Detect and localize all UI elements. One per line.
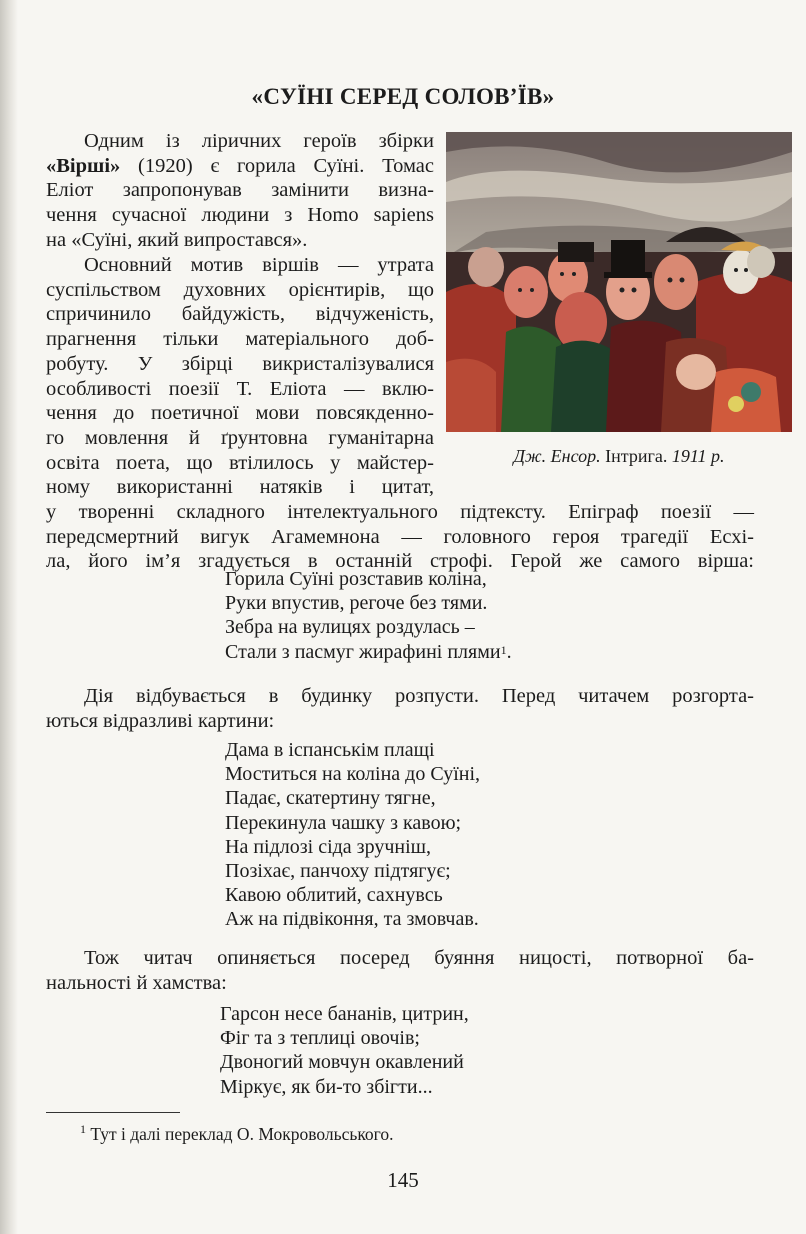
verse-line: Міркує, як би-то збігти... — [220, 1075, 433, 1098]
verse-line: На підлозі сіда зручніш, — [225, 835, 432, 858]
text-line: Одним із ліричних героїв збірки — [84, 130, 434, 152]
text-line: ла, його ім’я згадується в останній строфі. Герой же самого вірша: — [46, 550, 754, 573]
verse-line: Гарсон несе бананів, цитрин, — [220, 1003, 469, 1025]
verse-line: Руки впустив, регоче без тями. — [225, 592, 488, 615]
verse-line: Позіхає, панчоху підтягує; — [225, 860, 451, 883]
paragraph-scene — [46, 684, 754, 733]
verse-stanza-3 — [220, 1002, 469, 1099]
text-line — [46, 154, 434, 179]
footnote — [80, 1124, 394, 1145]
text-line: освіта поета, що втілилось у майстер- — [46, 451, 434, 474]
footnote-marker: 1 — [500, 642, 507, 657]
verse-line: Перекинула чашку з кавою; — [225, 811, 462, 834]
text-line: Основний мотив віршів — утрата — [84, 254, 434, 276]
paragraph-intro — [46, 129, 434, 253]
text-line: особливості поезії Т. Еліота — вклю- — [46, 377, 434, 400]
section-title: «СУЇНІ СЕРЕД СОЛОВ’ЇВ» — [251, 84, 555, 109]
paragraph-main-motif — [46, 253, 434, 500]
caption-author: Дж. Енсор. — [513, 446, 601, 466]
verse-stanza-1 — [225, 567, 512, 664]
text-line: на «Суїні, який випростався». — [46, 228, 308, 251]
text-line: робуту. У збірці викристалізувалися — [46, 352, 434, 375]
verse-line — [225, 640, 512, 664]
paragraph-main-motif-continued — [46, 500, 754, 574]
verse-line: Двоногий мовчун окавлений — [220, 1051, 464, 1074]
text-line: го мовлення й ґрунтовна гуманітарна — [46, 426, 434, 449]
painting-image — [446, 132, 792, 432]
caption-year: 1911 р. — [671, 446, 725, 466]
footnote-divider — [46, 1112, 180, 1113]
verse-line: Аж на підвіконня, та змовчав. — [225, 908, 479, 931]
text-line: Еліот запропонував замінити визна- — [46, 179, 434, 202]
verse-line: Падає, скатертину тягне, — [225, 787, 436, 810]
text-line: Тож читач опиняється посеред буяння ницості, потворної ба- — [84, 947, 754, 969]
verse-line: Фіг та з теплиці овочів; — [220, 1027, 420, 1050]
text-line: суспільством духовних орієнтирів, що — [46, 278, 434, 301]
text-line: спричинило байдужість, відчуженість, — [46, 303, 434, 326]
verse-line: Дама в іспанськім плащі — [225, 739, 435, 761]
painting-intrigue-ensor — [446, 132, 792, 432]
text-line: чення до поетичної мови повсякденно- — [46, 402, 434, 425]
text-line: ються відразливі картини: — [46, 709, 275, 732]
verse-line: Моститься на коліна до Суїні, — [225, 763, 481, 786]
page-number: 145 — [387, 1168, 419, 1192]
text-line: у творенні складного інтелектуального підтексту. Епіграф поезії — — [46, 501, 754, 523]
book-title: «Вірші» — [46, 154, 121, 177]
painting-caption — [446, 446, 792, 467]
text-line: прагнення тільки матеріального доб- — [46, 328, 434, 351]
verse-stanza-2 — [225, 738, 480, 932]
footnote-text: Тут і далі переклад О. Мокровольського. — [90, 1124, 394, 1144]
text-line: чення сучасної людини з Homo sapiens — [46, 204, 434, 227]
verse-line: Кавою облитий, сахнувсь — [225, 884, 443, 907]
footnote-number: 1 — [80, 1122, 86, 1136]
text-line: передсмертний вигук Агамемнона — головного героя трагедії Есхі- — [46, 525, 754, 548]
verse-line: Зебра на вулицях роздулась – — [225, 616, 475, 639]
paragraph-reader — [46, 946, 754, 995]
verse-line: Горила Суїні розставив коліна, — [225, 568, 487, 590]
text-line: ному використанні натяків і цитат, — [46, 476, 434, 499]
text-fragment: (1920) є горила Суїні. Томас — [120, 154, 434, 177]
caption-title: Інтрига. — [605, 446, 668, 466]
text-line: нальності й хамства: — [46, 971, 227, 994]
verse-line-end: . — [506, 640, 512, 663]
text-line: Дія відбувається в будинку розпусти. Перед читачем розгорта- — [84, 685, 754, 707]
verse-line-text: Стали з пасмуг жирафині плями — [225, 640, 501, 663]
